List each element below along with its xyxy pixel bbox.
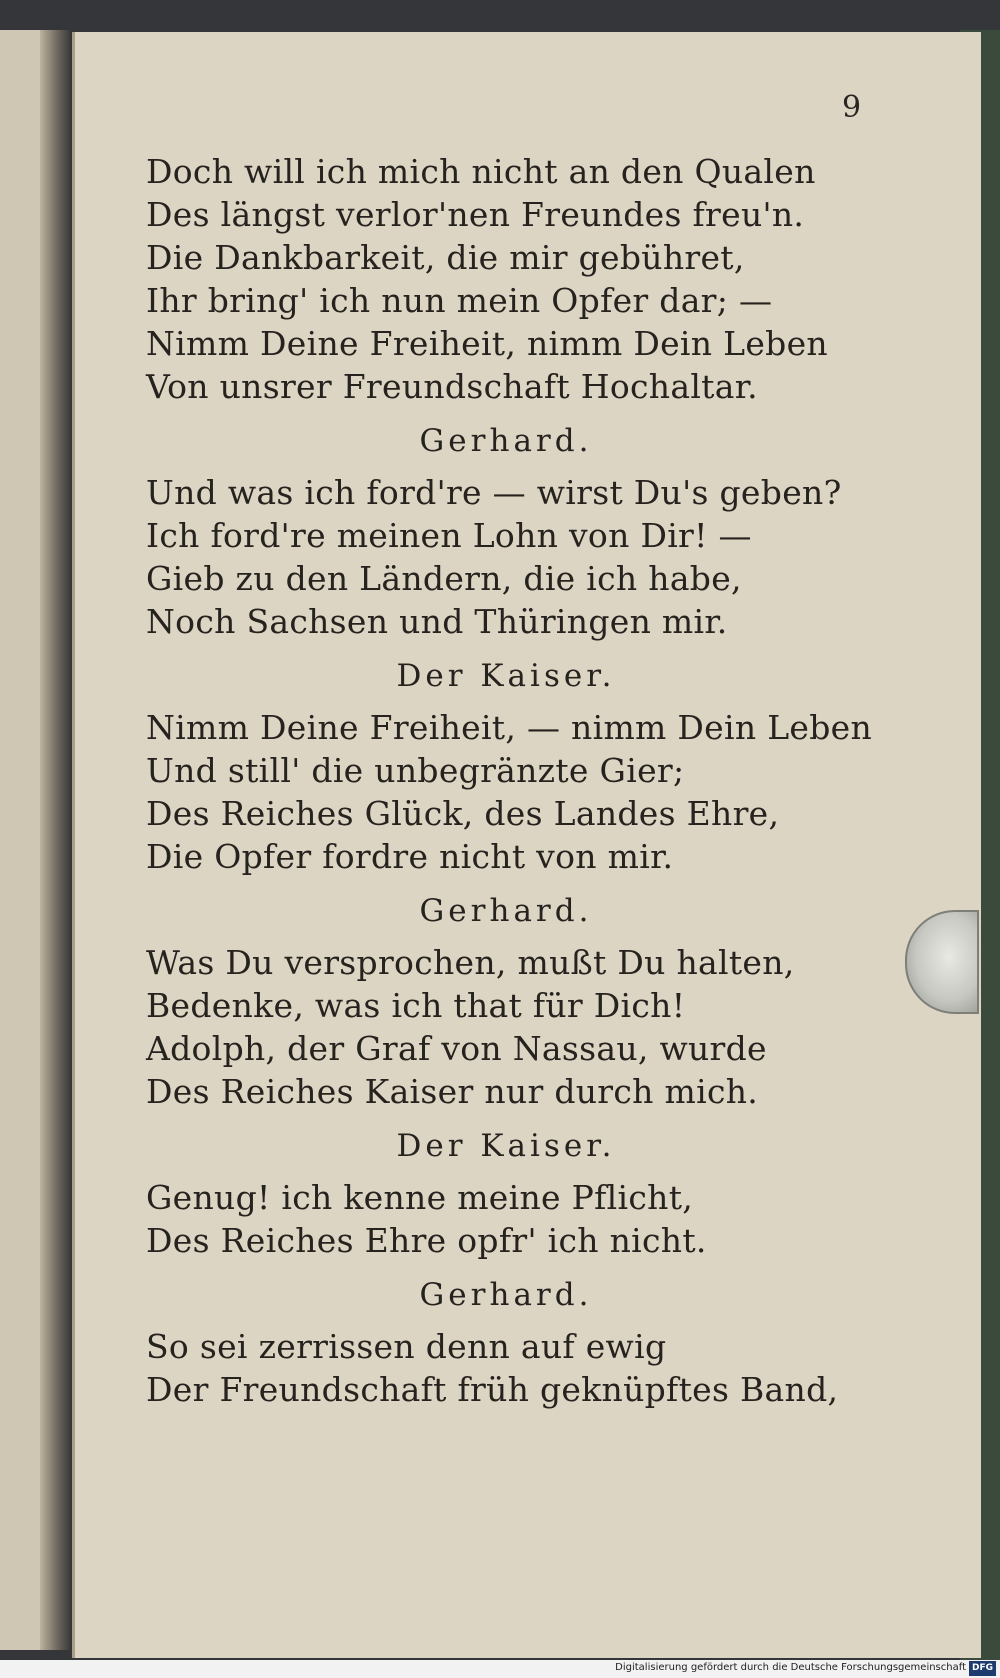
verse-line: Gieb zu den Ländern, die ich habe, [146, 559, 742, 598]
verse-line: Des Reiches Kaiser nur durch mich. [146, 1072, 759, 1111]
verse-line: Des längst verlor'nen Freundes freu'n. [146, 195, 805, 234]
verse-line: Des Reiches Glück, des Landes Ehre, [146, 794, 780, 833]
stanza [146, 150, 846, 408]
verse-line: Noch Sachsen und Thüringen mir. [146, 602, 728, 641]
verse-line: Der Freundschaft früh geknüpftes Band, [146, 1370, 839, 1409]
verse-line: Genug! ich kenne meine Pflicht, [146, 1178, 694, 1217]
verse-line: So sei zerrissen denn auf ewig [146, 1327, 667, 1366]
verse-line: Doch will ich mich nicht an den Qualen [146, 152, 816, 191]
speaker-name: Der Kaiser. [396, 1128, 616, 1164]
stanza [146, 420, 846, 643]
page-number: 9 [842, 90, 862, 125]
verse-line: Die Opfer fordre nicht von mir. [146, 837, 674, 876]
stanza [146, 890, 846, 1113]
verse-line: Nimm Deine Freiheit, — nimm Dein Leben [146, 708, 873, 747]
speaker-name: Gerhard. [419, 423, 593, 459]
poem-text [146, 150, 873, 1411]
verse-line: Von unsrer Freundschaft Hochaltar. [146, 367, 758, 406]
stanza [146, 1274, 846, 1411]
verse-line: Was Du versprochen, mußt Du halten, [146, 943, 795, 982]
verse-line: Ihr bring' ich nun mein Opfer dar; — [146, 281, 773, 320]
verse-line: Adolph, der Graf von Nassau, wurde [146, 1029, 767, 1068]
dfg-logo: DFG [969, 1661, 996, 1676]
stanza [146, 655, 873, 878]
speaker-name: Gerhard. [419, 1277, 593, 1313]
verse-line: Und was ich ford're — wirst Du's geben? [146, 473, 842, 512]
stanza [146, 1125, 846, 1262]
verse-line: Bedenke, was ich that für Dich! [146, 986, 686, 1025]
verse-line: Und still' die unbegränzte Gier; [146, 751, 685, 790]
verse-line: Nimm Deine Freiheit, nimm Dein Leben [146, 324, 828, 363]
book-gutter [40, 30, 70, 1650]
speaker-name: Gerhard. [419, 893, 593, 929]
speaker-name: Der Kaiser. [396, 658, 616, 694]
verse-line: Die Dankbarkeit, die mir gebühret, [146, 238, 745, 277]
verse-line: Ich ford're meinen Lohn von Dir! — [146, 516, 752, 555]
verse-line: Des Reiches Ehre opfr' ich nicht. [146, 1221, 707, 1260]
funding-notice: Digitalisierung gefördert durch die Deutsche Forschungsgemeinschaft [615, 1662, 966, 1673]
